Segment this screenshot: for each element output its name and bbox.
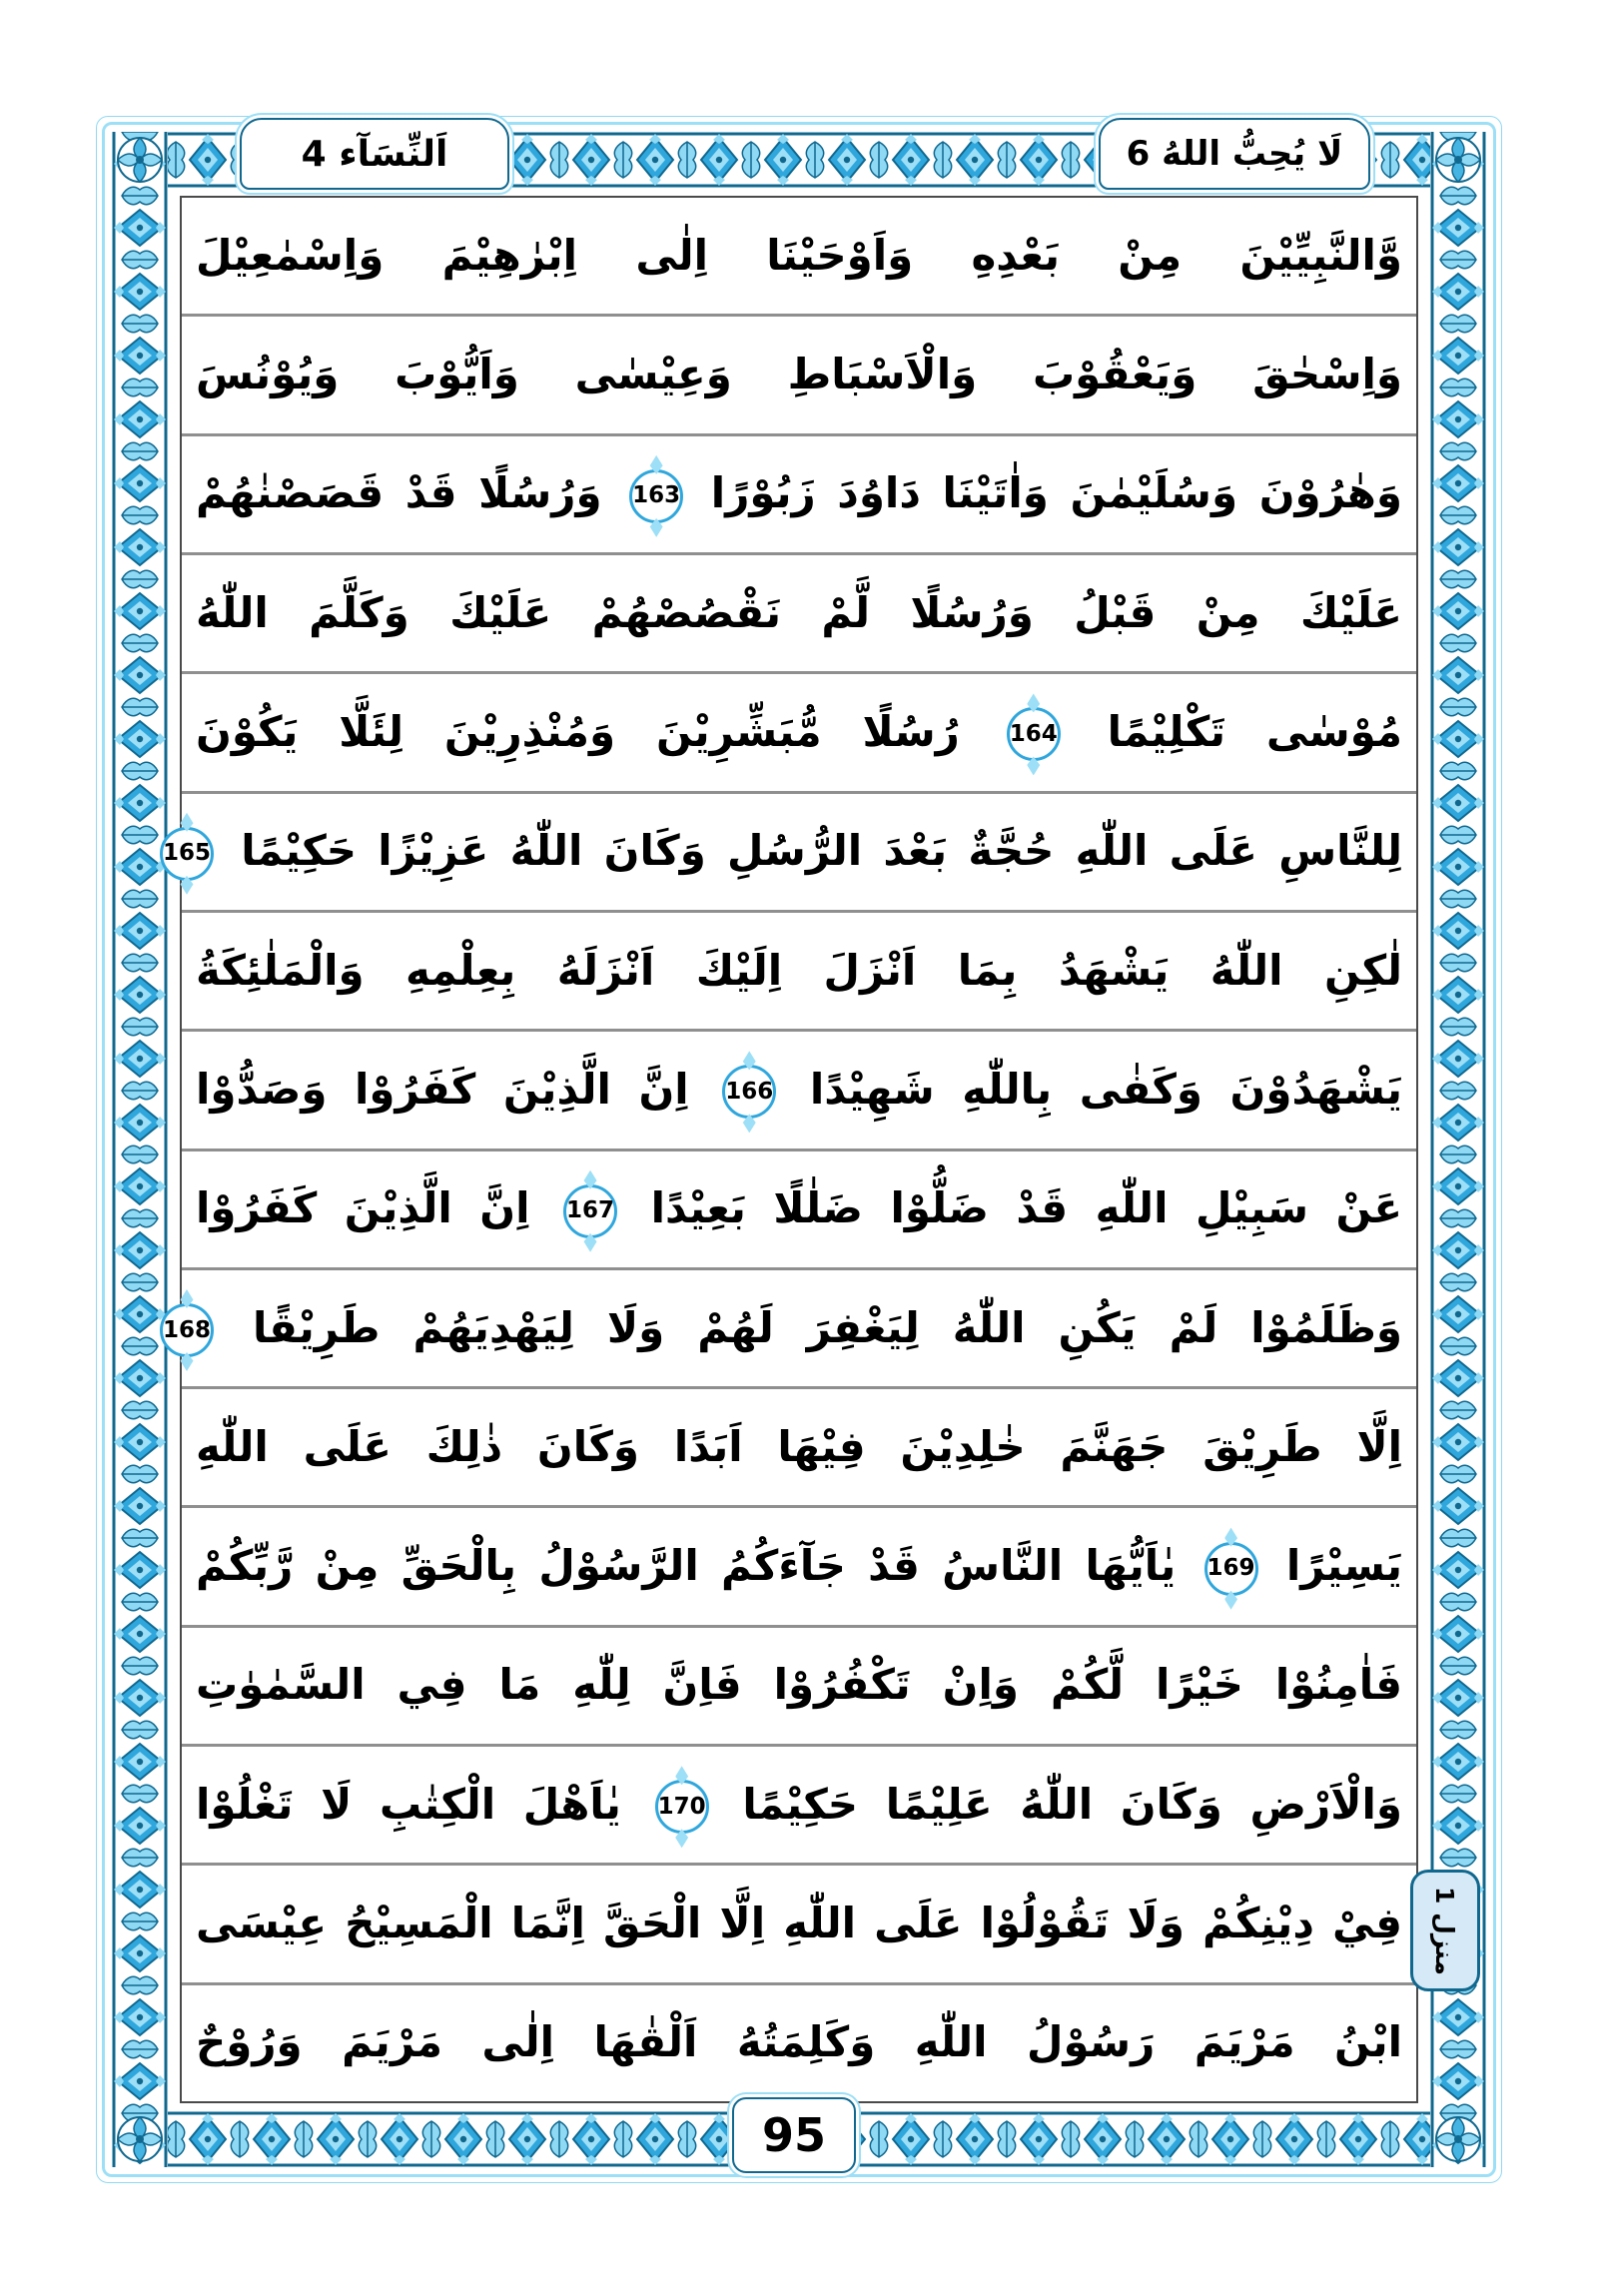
quran-line — [182, 436, 1416, 555]
ayah-text: عَنْ سَبِيْلِ اللّٰهِ قَدْ ضَلُّوْا ضَلٰلًا بَعِيْدًا — [650, 1183, 1403, 1233]
ayah-text: يَشْهَدُوْنَ وَكَفٰى بِاللّٰهِ شَهِيْدًا — [809, 1064, 1403, 1114]
verse-number-marker: 168 — [160, 1303, 214, 1357]
ayah-text: مُوْسٰى تَكْلِيْمًا — [1107, 706, 1403, 756]
ayah-text: يٰاَهْلَ الْكِتٰبِ لَا تَغْلُوْا — [196, 1779, 621, 1829]
verse-number-marker: 170 — [655, 1780, 709, 1834]
verse-number-marker: 167 — [563, 1184, 617, 1238]
quran-line — [182, 913, 1416, 1032]
verse-number-marker: 165 — [160, 827, 214, 881]
quran-line — [182, 198, 1416, 317]
quran-line — [182, 1389, 1416, 1508]
corner-ornament-icon — [1430, 132, 1486, 188]
corner-ornament-icon — [112, 132, 168, 188]
quran-line-text — [196, 702, 1402, 763]
ayah-text: وَظَلَمُوْا لَمْ يَكُنِ اللّٰهُ لِيَغْفِرَ لَهُمْ وَلَا لِيَهْدِيَهُمْ طَرِيْقًا — [253, 1302, 1403, 1352]
ayah-text: يٰاَيُّهَا النَّاسُ قَدْ جَآءَكُمُ الرَّسُوْلُ بِالْحَقِّ مِنْ رَّبِّكُمْ — [196, 1541, 1177, 1591]
quran-line-text — [196, 941, 1402, 1002]
verse-number-marker: 166 — [722, 1065, 776, 1119]
quran-line-text — [196, 2012, 1402, 2073]
quran-line-text — [162, 821, 1402, 882]
quran-line-text — [196, 1178, 1402, 1239]
verse-number-marker: 163 — [629, 469, 683, 523]
juz-name-header — [1099, 118, 1370, 190]
ayah-text: وَاِسْحٰقَ وَيَعْقُوْبَ وَالْاَسْبَاطِ وَعِيْسٰى وَاَيُّوْبَ وَيُوْنُسَ — [196, 350, 1402, 399]
ayah-text: فَاٰمِنُوْا خَيْرًا لَّكُمْ وَاِنْ تَكْفُرُوْا فَاِنَّ لِلّٰهِ مَا فِي السَّمٰوٰتِ — [196, 1660, 1402, 1710]
quran-line — [182, 1151, 1416, 1270]
ayah-text: وَالْاَرْضِ وَكَانَ اللّٰهُ عَلِيْمًا حَكِيْمًا — [742, 1779, 1403, 1829]
quran-line — [162, 794, 1416, 913]
ayah-text: لِلنَّاسِ عَلَى اللّٰهِ حُجَّةٌ بَعْدَ الرُّسُلِ وَكَانَ اللّٰهُ عَزِيْزًا حَكِيْمًا — [241, 826, 1402, 876]
quran-line — [182, 1747, 1416, 1866]
verse-number-marker: 169 — [1204, 1542, 1258, 1596]
ayah-text: اِنَّ الَّذِيْنَ كَفَرُوْا وَصَدُّوْا — [196, 1064, 689, 1114]
ayah-text: اِلَّا طَرِيْقَ جَهَنَّمَ خٰلِدِيْنَ فِيْهَا اَبَدًا وَكَانَ ذٰلِكَ عَلَى اللّٰهِ — [196, 1421, 1402, 1471]
quran-line-text — [196, 1775, 1402, 1836]
quran-line-text — [162, 1298, 1403, 1359]
quran-line-text — [196, 345, 1402, 405]
quran-line-text — [196, 463, 1402, 524]
ornamental-border-left — [112, 132, 168, 2167]
ayah-text: لٰكِنِ اللّٰهُ يَشْهَدُ بِمَا اَنْزَلَ اِلَيْكَ اَنْزَلَهُ بِعِلْمِهِ وَالْمَلٰئِكَةُ — [196, 945, 1402, 995]
quran-line-text — [196, 1536, 1402, 1597]
surah-name-header — [240, 118, 509, 190]
quran-line — [182, 1985, 1416, 2101]
quran-line — [182, 1866, 1416, 1984]
ayah-text: يَسِيْرًا — [1285, 1541, 1403, 1591]
quran-line — [182, 1032, 1416, 1150]
ayah-text: وَهٰرُوْنَ وَسُلَيْمٰنَ وَاٰتَيْنَا دَاوُدَ زَبُوْرًا — [710, 468, 1403, 518]
quran-line-text — [196, 1060, 1402, 1121]
ayah-text: فِيْ دِيْنِكُمْ وَلَا تَقُوْلُوْا عَلَى اللّٰهِ اِلَّا الْحَقَّ اِنَّمَا الْمَسِيْحُ عِيْسَى — [196, 1899, 1402, 1948]
quran-line-text — [196, 1417, 1402, 1478]
verse-number-marker: 164 — [1007, 707, 1061, 761]
manzil-tab — [1410, 1870, 1480, 1991]
quran-line — [182, 674, 1416, 793]
quran-line — [182, 1628, 1416, 1747]
juz-name-label: لَا يُحِبُّ اللهُ 6 — [1126, 134, 1343, 174]
quran-line-text — [196, 1655, 1402, 1716]
page-number-badge — [732, 2097, 856, 2173]
ayah-text: عَلَيْكَ مِنْ قَبْلُ وَرُسُلًا لَّمْ نَقْصُصْهُمْ عَلَيْكَ وَكَلَّمَ اللّٰهُ — [196, 587, 1402, 637]
corner-ornament-icon — [1430, 2111, 1486, 2167]
quran-line-text — [196, 583, 1402, 644]
quran-line-text — [196, 226, 1402, 287]
manzil-tab-label: منزل 1 — [1430, 1886, 1460, 1975]
page-number-label: 95 — [761, 2108, 826, 2162]
quran-line — [182, 555, 1416, 674]
ayah-text: ابْنُ مَرْيَمَ رَسُوْلُ اللّٰهِ وَكَلِمَتُهُ اَلْقٰهَا اِلٰى مَرْيَمَ وَرُوْحٌ — [196, 2017, 1402, 2067]
quran-line — [182, 317, 1416, 435]
ayah-text: اِنَّ الَّذِيْنَ كَفَرُوْا — [196, 1183, 530, 1233]
ayah-text: وَرُسُلًا قَدْ قَصَصْنٰهُمْ — [196, 468, 602, 518]
quran-line — [162, 1270, 1416, 1389]
ornamental-border-right — [1430, 132, 1486, 2167]
ayah-text: وَّالنَّبِيِّيْنَ مِنْ بَعْدِهِ وَاَوْحَيْنَا اِلٰى اِبْرٰهِيْمَ وَاِسْمٰعِيْلَ — [196, 230, 1402, 280]
quran-text-area — [162, 196, 1418, 2103]
surah-name-label: اَلنِّسَآء 4 — [301, 133, 448, 175]
quran-line-text — [196, 1894, 1402, 1954]
ayah-text: رُسُلًا مُّبَشِّرِيْنَ وَمُنْذِرِيْنَ لِئَلَّا يَكُوْنَ — [196, 706, 960, 756]
quran-line — [182, 1508, 1416, 1627]
corner-ornament-icon — [112, 2111, 168, 2167]
